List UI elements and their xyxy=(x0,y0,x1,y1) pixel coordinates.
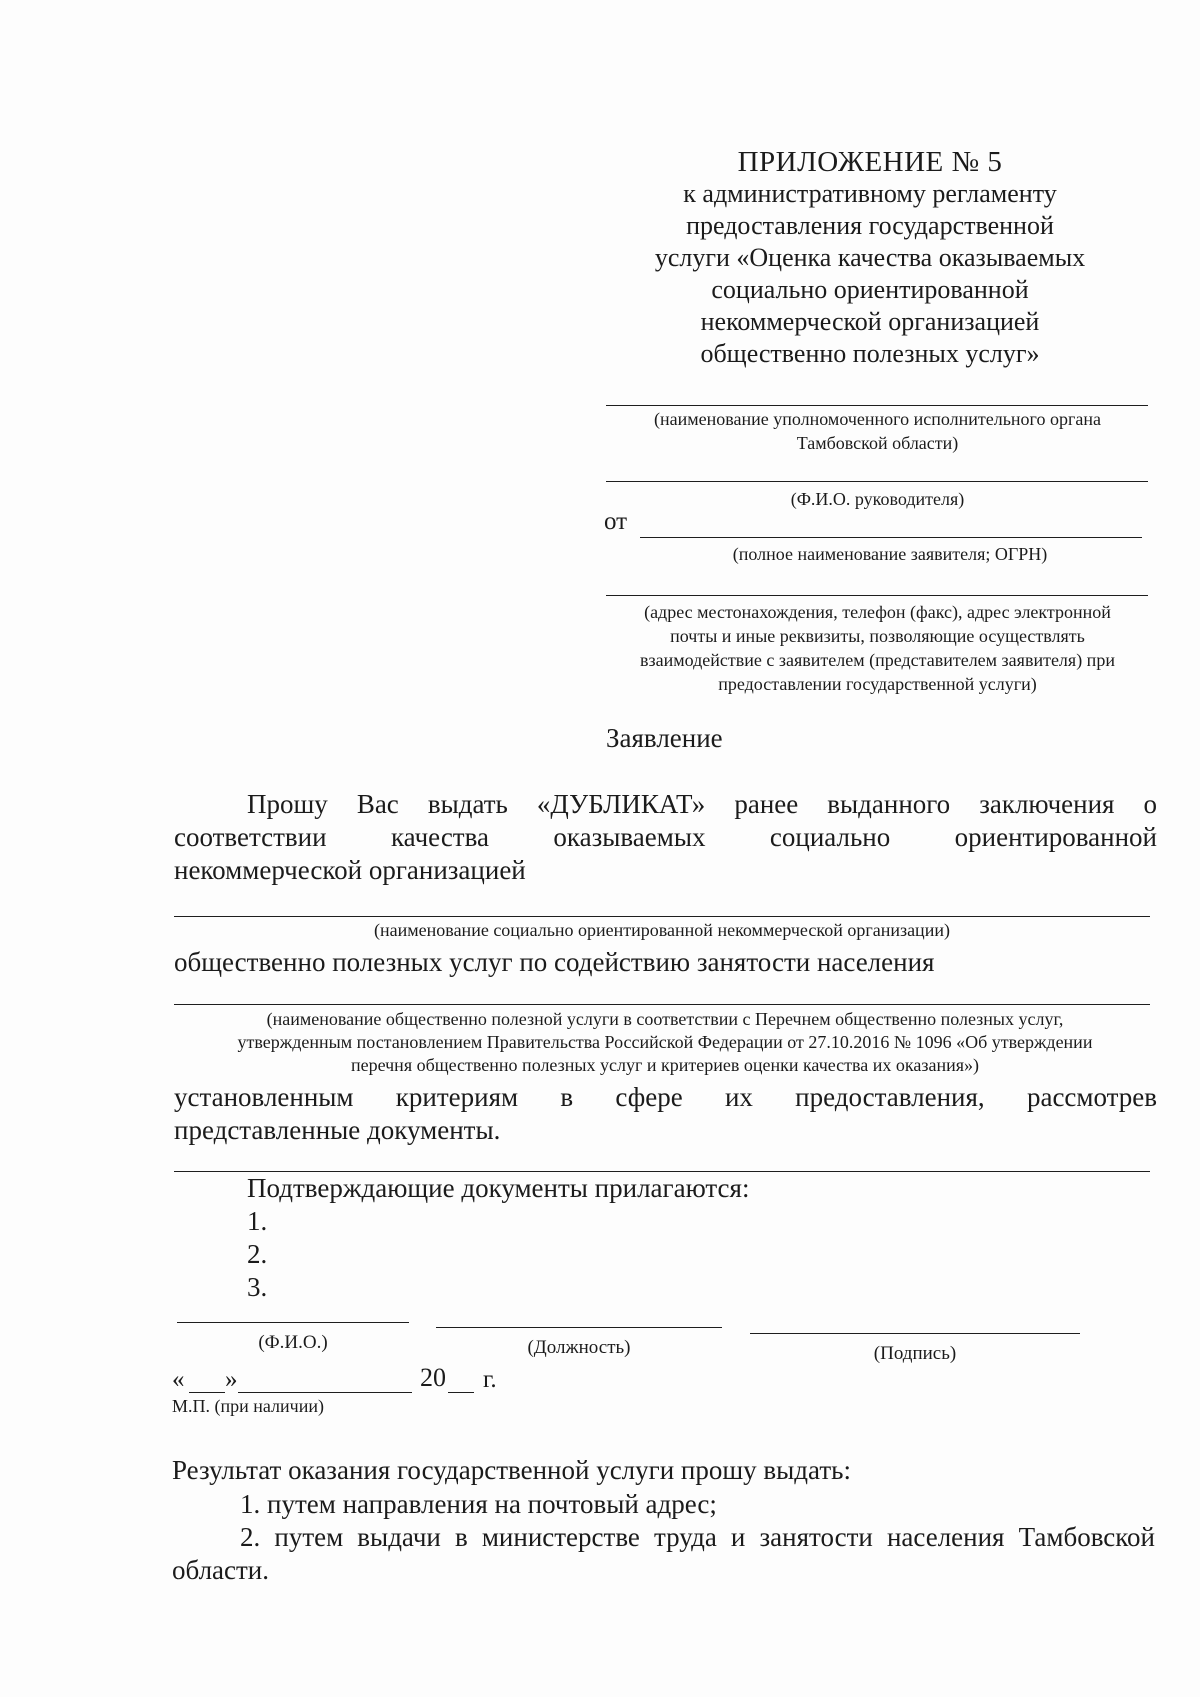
result-option-2-line-2: области. xyxy=(172,1555,270,1585)
year-prefix: 20 xyxy=(420,1363,446,1392)
authority-caption xyxy=(600,407,1155,455)
result-option-1: 1. путем направления на почтовый адрес; xyxy=(240,1489,717,1519)
date-year-field[interactable] xyxy=(448,1392,474,1393)
address-caption xyxy=(590,600,1165,696)
date-open-quote: « xyxy=(172,1366,185,1393)
attachment-item: 2. xyxy=(247,1239,268,1269)
request-line-3: некоммерческой организацией xyxy=(174,855,526,885)
stamp-note: М.П. (при наличии) xyxy=(172,1396,324,1416)
appendix-line: к административному регламенту xyxy=(683,179,1057,208)
caption-line: предоставлении государственной услуги) xyxy=(718,674,1037,694)
signature-caption: (Подпись) xyxy=(873,1343,957,1364)
caption-line: взаимодействие с заявителем (представителем заявителя) при xyxy=(640,650,1115,670)
service-caption xyxy=(170,1008,1160,1077)
org-caption: (наименование социально ориентированной некоммерческой организации) xyxy=(374,920,950,940)
year-suffix: г. xyxy=(483,1366,497,1393)
appendix-line: некоммерческой организацией xyxy=(700,307,1040,336)
signature-field[interactable] xyxy=(750,1333,1080,1334)
appendix-line: предоставления государственной xyxy=(686,211,1054,240)
criteria-line-2: представленные документы. xyxy=(174,1115,501,1145)
appendix-title: ПРИЛОЖЕНИЕ № 5 xyxy=(737,146,1003,178)
request-line-1: Прошу Вас выдать «ДУБЛИКАТ» ранее выданного заключения о xyxy=(247,789,1157,819)
position-caption: (Должность) xyxy=(527,1337,631,1358)
statement-title: Заявление xyxy=(606,723,723,753)
head-name-field[interactable] xyxy=(606,481,1148,482)
applicant-name-field[interactable] xyxy=(640,537,1142,538)
caption-line: Тамбовской области) xyxy=(796,433,959,453)
caption-line: почты и иные реквизиты, позволяющие осуществлять xyxy=(670,626,1085,646)
fio-caption: (Ф.И.О.) xyxy=(258,1332,328,1353)
head-caption: (Ф.И.О. руководителя) xyxy=(790,489,965,509)
result-option-2-line-1: 2. путем выдачи в министерстве труда и занятости населения Тамбовской xyxy=(240,1522,1155,1552)
position-field[interactable] xyxy=(436,1327,722,1328)
attachment-item: 1. xyxy=(247,1206,268,1236)
attachment-item: 3. xyxy=(247,1272,268,1302)
appendix-header xyxy=(600,146,1140,370)
caption-line: утвержденным постановлением Правительства Российской Федерации от 27.10.2016 № 1096 «Об утверждении xyxy=(237,1032,1093,1052)
address-field[interactable] xyxy=(606,595,1148,596)
appendix-line: общественно полезных услуг» xyxy=(700,339,1040,368)
request-line-2: соответствии качества оказываемых социально ориентированной xyxy=(174,822,1157,852)
date-day-field[interactable] xyxy=(189,1392,225,1393)
authority-name-field[interactable] xyxy=(606,405,1148,406)
fio-field[interactable] xyxy=(177,1322,409,1323)
applicant-caption: (полное наименование заявителя; ОГРН) xyxy=(732,544,1048,564)
caption-line: перечня общественно полезных услуг и критериев оценки качества их оказания») xyxy=(350,1055,980,1075)
caption-line: (адрес местонахождения, телефон (факс), адрес электронной xyxy=(644,602,1111,622)
caption-line: (наименование уполномоченного исполнительного органа xyxy=(654,409,1101,429)
attachments-label: Подтверждающие документы прилагаются: xyxy=(247,1173,750,1203)
result-label: Результат оказания государственной услуги прошу выдать: xyxy=(172,1455,851,1485)
service-name-field[interactable] xyxy=(174,1004,1150,1005)
date-close-quote: » xyxy=(225,1366,238,1393)
appendix-line: услуги «Оценка качества оказываемых xyxy=(654,243,1086,272)
caption-line: (наименование общественно полезной услуги в соответствии с Перечнем общественно полезных услуг, xyxy=(266,1009,1064,1029)
from-label: от xyxy=(604,508,628,535)
date-month-field[interactable] xyxy=(238,1392,412,1393)
appendix-line: социально ориентированной xyxy=(711,275,1029,304)
services-line: общественно полезных услуг по содействию занятости населения xyxy=(174,947,935,977)
criteria-line-1: установленным критериям в сфере их предоставления, рассмотрев xyxy=(174,1082,1157,1112)
org-name-field[interactable] xyxy=(174,916,1150,917)
